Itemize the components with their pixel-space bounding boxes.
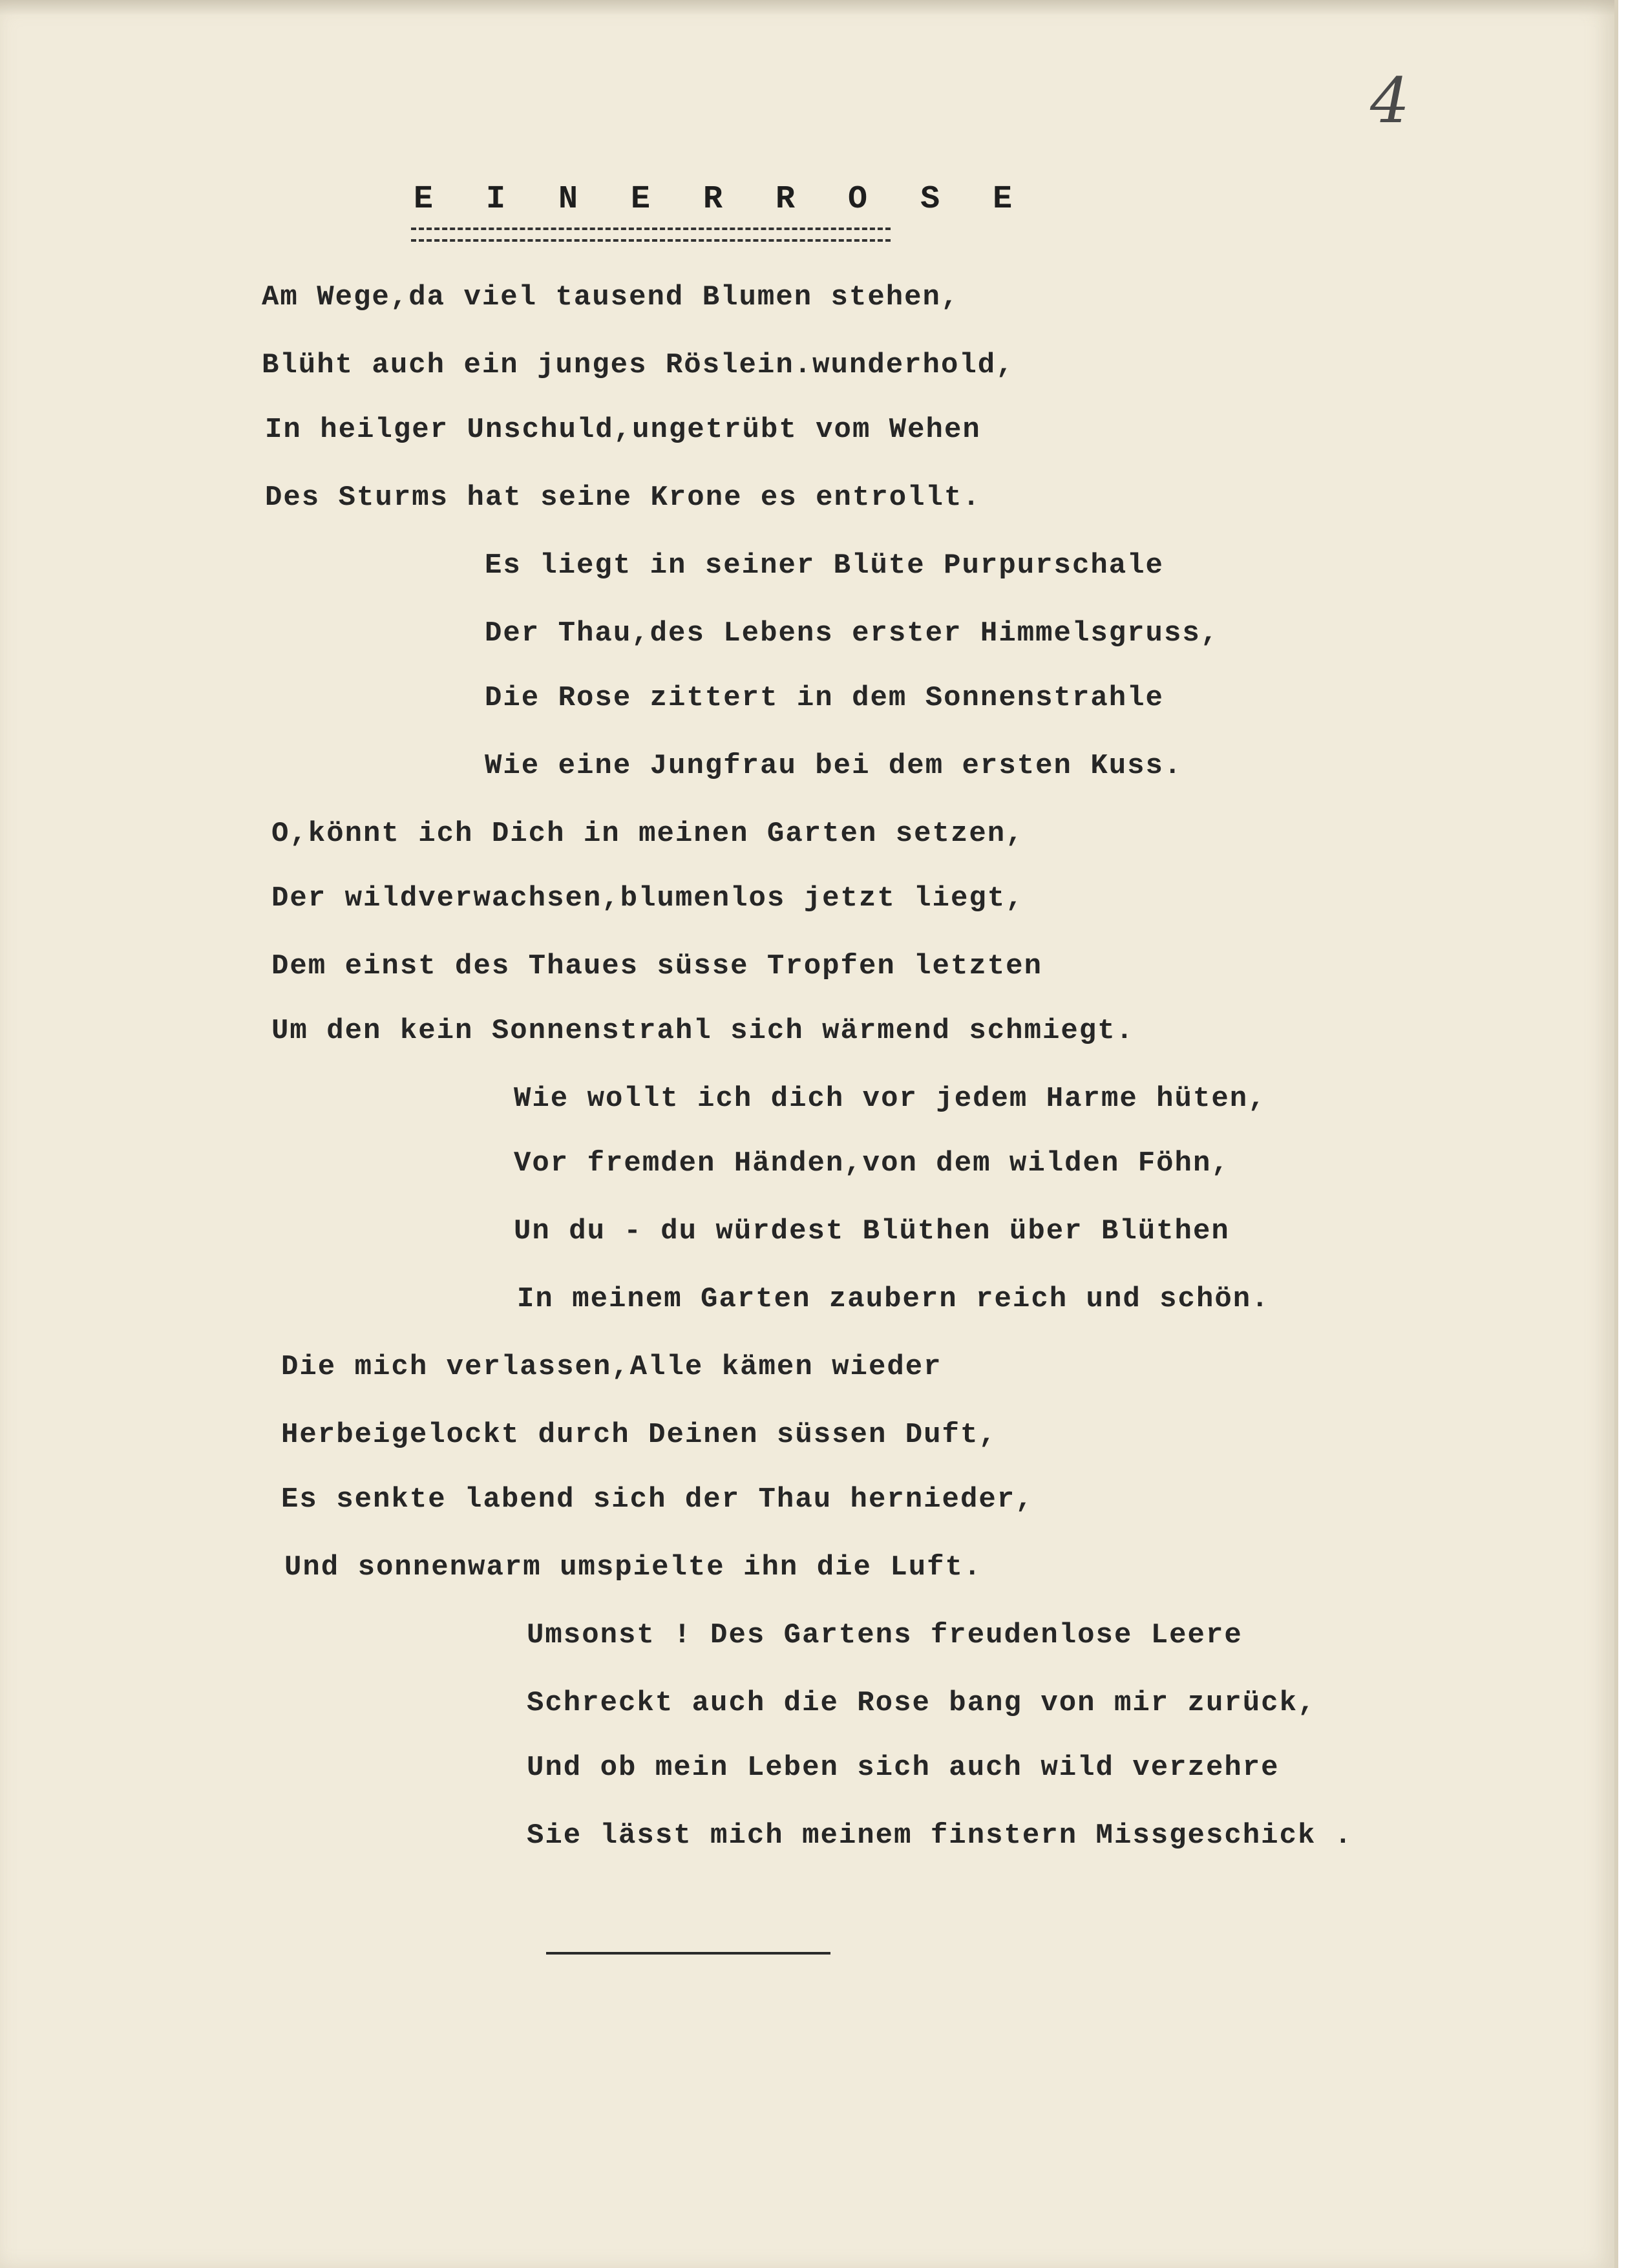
paper-fold-shadow: [0, 0, 1614, 16]
poem-line: Und sonnenwarm umspielte ihn die Luft.: [284, 1551, 982, 1584]
poem-line: Blüht auch ein junges Röslein.wunderhold,: [262, 349, 1015, 381]
end-rule: [546, 1952, 830, 1955]
page-number: 4: [1370, 65, 1410, 137]
poem-line: Sie lässt mich meinem finstern Missgeschick .: [527, 1819, 1353, 1852]
poem-line: Der Thau,des Lebens erster Himmelsgruss,: [485, 617, 1220, 650]
poem-line: Schreckt auch die Rose bang von mir zurück,: [527, 1687, 1316, 1719]
poem-line: Am Wege,da viel tausend Blumen stehen,: [262, 281, 960, 313]
poem-line: Dem einst des Thaues süsse Tropfen letzten: [271, 950, 1042, 982]
poem-line: In heilger Unschuld,ungetrübt vom Wehen: [265, 414, 981, 446]
poem-line: Es liegt in seiner Blüte Purpurschale: [485, 549, 1164, 582]
poem-line: Und ob mein Leben sich auch wild verzehre: [527, 1752, 1280, 1784]
poem-line: Vor fremden Händen,von dem wilden Föhn,: [514, 1147, 1230, 1180]
poem-line: Wie eine Jungfrau bei dem ersten Kuss.: [485, 750, 1183, 782]
poem-line: Un du - du würdest Blüthen über Blüthen: [514, 1215, 1230, 1247]
poem-line: Es senkte labend sich der Thau hernieder,: [281, 1483, 1034, 1516]
poem-title: E I N E R R O S E: [414, 181, 1030, 218]
poem-line: In meinem Garten zaubern reich und schön.: [517, 1283, 1270, 1315]
poem-line: Wie wollt ich dich vor jedem Harme hüten,: [514, 1083, 1267, 1115]
poem-line: Um den kein Sonnenstrahl sich wärmend schmiegt.: [271, 1015, 1135, 1047]
poem-line: Umsonst ! Des Gartens freudenlose Leere: [527, 1619, 1243, 1651]
poem-line: Die mich verlassen,Alle kämen wieder: [281, 1351, 942, 1383]
poem-line: Die Rose zittert in dem Sonnenstrahle: [485, 682, 1164, 714]
title-underline: [411, 228, 891, 242]
poem-line: Der wildverwachsen,blumenlos jetzt liegt,: [271, 882, 1024, 915]
poem-line: Des Sturms hat seine Krone es entrollt.: [265, 482, 981, 514]
poem-line: O,könnt ich Dich in meinen Garten setzen,: [271, 818, 1024, 850]
poem-line: Herbeigelockt durch Deinen süssen Duft,: [281, 1419, 997, 1451]
